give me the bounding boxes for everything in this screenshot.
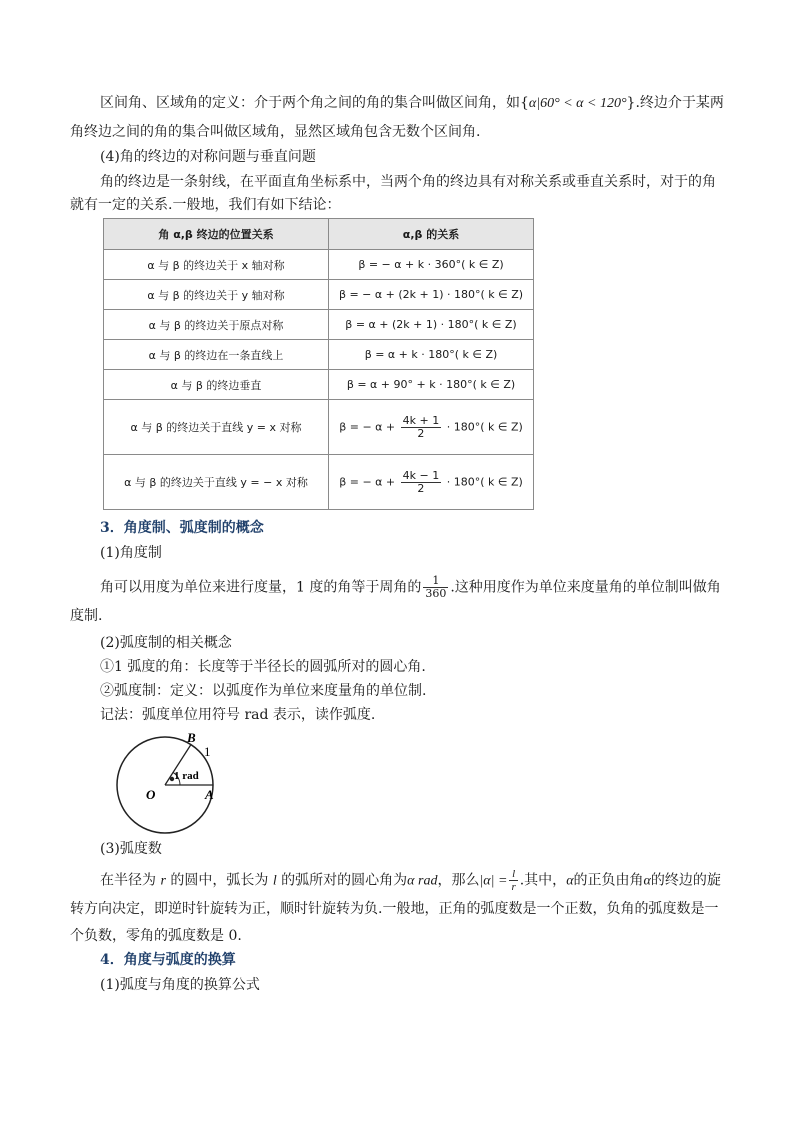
text: 的弧所对的圆心角为 xyxy=(281,872,408,889)
table-row xyxy=(104,340,534,370)
paragraph-symmetry-line-2: 就有一定的关系.一般地，我们有如下结论： xyxy=(70,197,341,213)
table-cell: β = α + 90° + k · 180°( k ∈ Z) xyxy=(329,370,534,400)
angle-relation-table xyxy=(103,218,534,510)
subheading-symmetry: (4)角的终边的对称问题与垂直问题 xyxy=(100,149,316,165)
fraction-l-over-r xyxy=(509,868,517,893)
text: }.终边介于某两 xyxy=(626,95,724,111)
label-a: A xyxy=(205,787,214,802)
alpha-rad: α rad xyxy=(407,873,438,889)
formula-suffix: · 180°( k ∈ Z) xyxy=(446,475,523,488)
radian-measure-line-3: 个负数，零角的弧度数是 0. xyxy=(70,928,242,944)
region-angle-definition-line-2: 角终边之间的角的集合叫做区域角，显然区域角包含无数个区间角. xyxy=(70,124,481,140)
denominator: 2 xyxy=(417,481,425,495)
formula-prefix: β = − α + xyxy=(339,475,396,488)
table-row xyxy=(104,370,534,400)
subheading-conversion-formula: (1)弧度与角度的换算公式 xyxy=(100,977,260,993)
radian-measure-line-1 xyxy=(100,868,760,893)
var-l: l xyxy=(272,873,277,889)
table-row xyxy=(104,455,534,510)
text: .其中， xyxy=(519,872,567,889)
table-cell: β = α + k · 180°( k ∈ Z) xyxy=(329,340,534,370)
denominator: 2 xyxy=(417,426,425,440)
radian-measure-line-2: 转方向决定，即逆时针旋转为正，顺时针旋转为负.一般地，正角的弧度数是一个正数，负角的弧度数是一 xyxy=(70,901,719,917)
label-b: B xyxy=(187,730,196,745)
table-row xyxy=(104,280,534,310)
table-cell: β = − α + (2k + 1) · 180°( k ∈ Z) xyxy=(329,280,534,310)
text: ，那么 xyxy=(437,872,480,889)
item-one-radian: ①1 弧度的角：长度等于半径长的圆弧所对的圆心角. xyxy=(100,659,426,675)
fraction xyxy=(401,470,442,495)
degree-definition-line-2: 度制. xyxy=(70,608,103,624)
label-arc-length: 1 xyxy=(204,744,211,759)
denominator: 360 xyxy=(425,587,447,600)
numerator: 4k + 1 xyxy=(402,413,440,427)
section-4-title: 4．角度与弧度的换算 xyxy=(100,952,236,968)
var-alpha: α xyxy=(566,873,574,889)
subheading-radian-concepts: (2)弧度制的相关概念 xyxy=(100,635,232,651)
formula-prefix: β = − α + xyxy=(339,420,396,433)
table-row xyxy=(104,310,534,340)
item-radian-system: ②弧度制：定义：以弧度作为单位来度量角的单位制. xyxy=(100,683,427,699)
label-o: O xyxy=(146,787,156,802)
paragraph-symmetry-line-1: 角的终边是一条射线，在平面直角坐标系中，当两个角的终边具有对称关系或垂直关系时，对于的角 xyxy=(100,174,716,190)
section-3-title: 3．角度制、弧度制的概念 xyxy=(100,520,264,536)
text: 角可以用度为单位来进行度量，1 度的角等于周角的 xyxy=(100,579,422,596)
numerator: l xyxy=(509,868,517,881)
denominator: r xyxy=(511,881,516,893)
table-row xyxy=(104,250,534,280)
var-alpha: α xyxy=(643,873,651,889)
text: 的终边的旋 xyxy=(650,872,721,889)
table-cell: α 与 β 的终边关于直线 y = x 对称 xyxy=(104,400,329,455)
note-radian-notation: 记法：弧度单位用符号 rad 表示，读作弧度. xyxy=(100,707,376,723)
text: 的正负由角 xyxy=(573,872,644,889)
text: 的圆中，弧长为 xyxy=(170,872,269,889)
text: 在半径为 xyxy=(100,872,156,889)
table-cell: α 与 β 的终边在一条直线上 xyxy=(104,340,329,370)
table-cell xyxy=(329,400,534,455)
text: .这种用度作为单位来度量角的单位制叫做角 xyxy=(450,579,721,596)
subheading-degree: (1)角度制 xyxy=(100,545,162,561)
degree-definition-line-1 xyxy=(100,575,760,600)
region-angle-definition-line-1 xyxy=(100,93,760,114)
label-angle-rad: 1 rad xyxy=(174,770,199,782)
numerator: 1 xyxy=(423,575,448,588)
fraction-one-over-360 xyxy=(423,575,448,600)
table-cell: β = α + (2k + 1) · 180°( k ∈ Z) xyxy=(329,310,534,340)
table-row xyxy=(104,400,534,455)
text: 区间角、区域角的定义：介于两个角之间的角的集合叫做区间角，如{ xyxy=(100,95,529,111)
subheading-radian-measure: (3)弧度数 xyxy=(100,841,162,857)
unit-circle-radian-figure xyxy=(110,730,220,834)
fraction xyxy=(401,415,442,440)
table-cell: α 与 β 的终边关于直线 y = − x 对称 xyxy=(104,455,329,510)
table-header-position: 角 α,β 终边的位置关系 xyxy=(104,219,329,250)
numerator: 4k − 1 xyxy=(402,468,440,482)
table-cell: α 与 β 的终边关于 y 轴对称 xyxy=(104,280,329,310)
formula-suffix: · 180°( k ∈ Z) xyxy=(446,420,523,433)
table-cell: α 与 β 的终边关于原点对称 xyxy=(104,310,329,340)
table-cell: α 与 β 的终边关于 x 轴对称 xyxy=(104,250,329,280)
var-r: r xyxy=(160,873,166,889)
table-header-relation: α,β 的关系 xyxy=(329,219,534,250)
abs-alpha: |α| = xyxy=(479,873,508,889)
table-cell: β = − α + k · 360°( k ∈ Z) xyxy=(329,250,534,280)
set-notation: α|60° < α < 120° xyxy=(528,96,627,111)
table-cell: α 与 β 的终边垂直 xyxy=(104,370,329,400)
table-cell xyxy=(329,455,534,510)
